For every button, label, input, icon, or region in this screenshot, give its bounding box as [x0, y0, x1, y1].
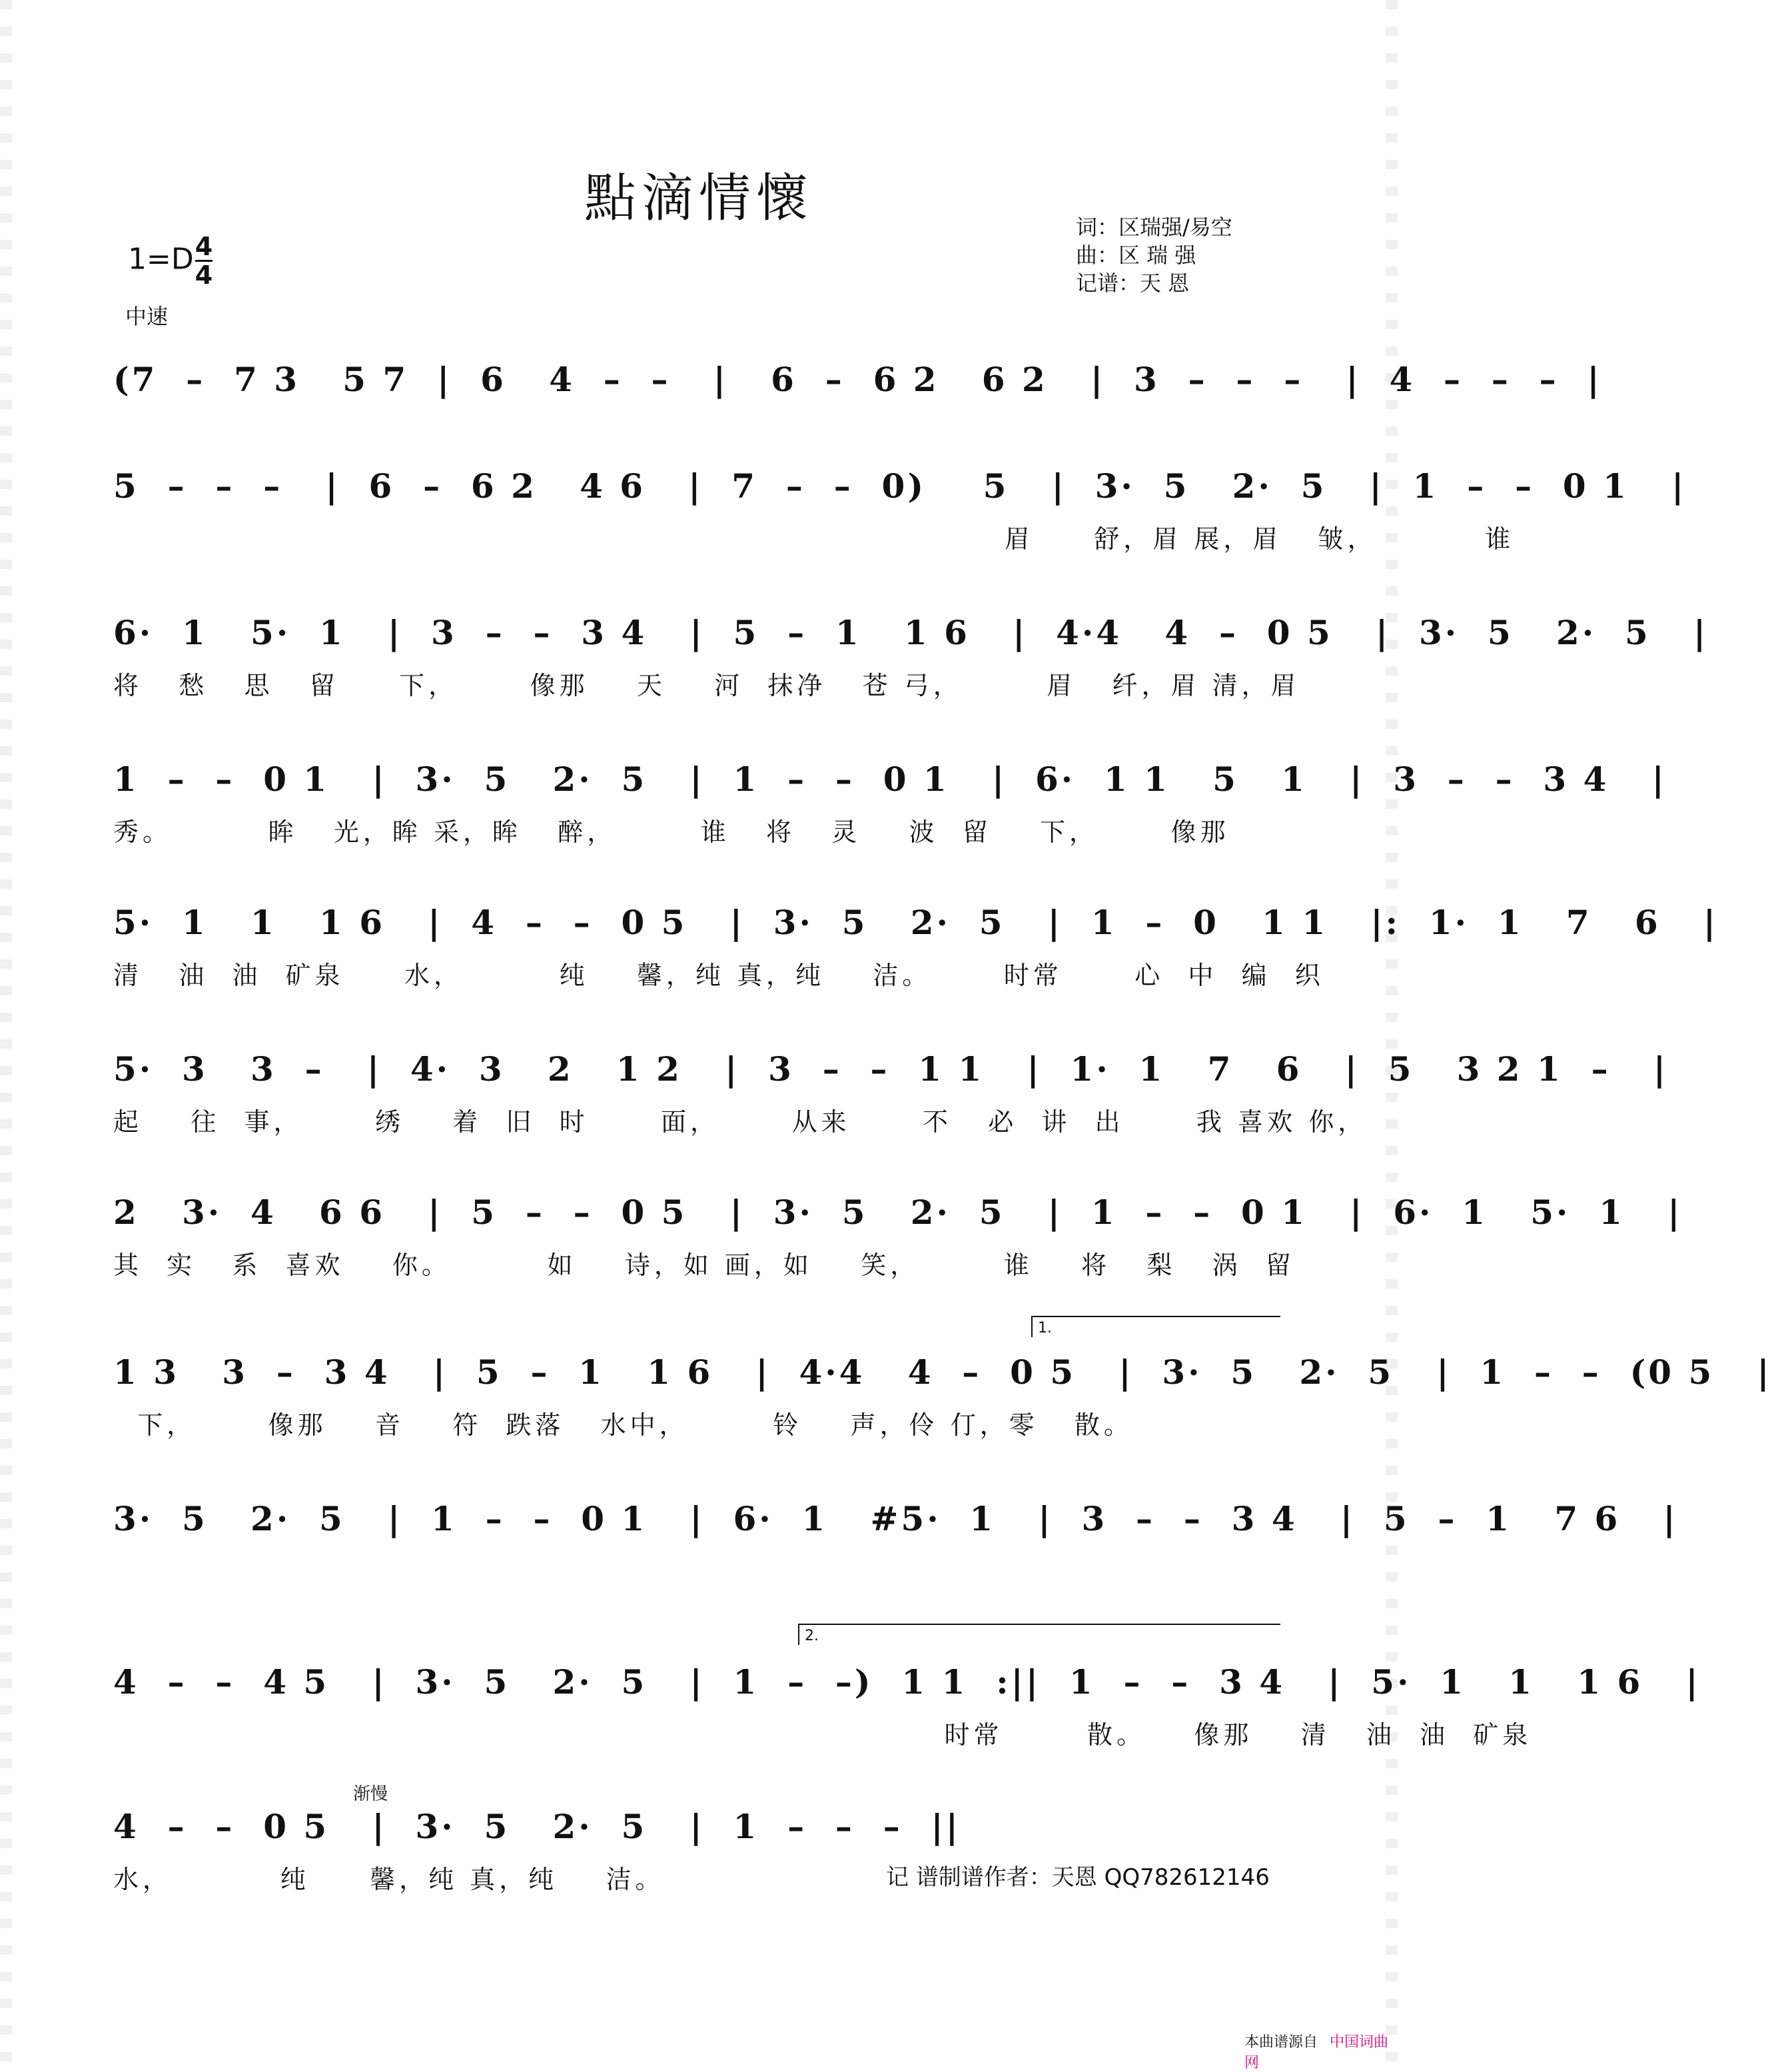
lyrics: 眉 舒，眉 展，眉 皱， 谁	[113, 524, 1515, 554]
left-watermark-strip	[0, 0, 12, 2062]
notation: 6· 1 5· 1 | 3 – – 3 4 | 5 – 1 1 6 | 4·4 4 – 0 5 | 3· 5 2· 5 |	[113, 613, 1709, 652]
volta-bracket	[1031, 1316, 1280, 1337]
key-signature	[128, 233, 213, 288]
notation: 5· 3 3 – | 4· 3 2 1 2 | 3 – – 1 1 | 1· 1 7 6 | 5 3 2 1 – |	[113, 1049, 1669, 1089]
volta-number: 1.	[1038, 1320, 1052, 1336]
notation: 3· 5 2· 5 | 1 – – 0 1 | 6· 1 #5· 1 | 3 – – 3 4 | 5 – 1 7 6 |	[113, 1499, 1678, 1538]
lyrics: 将 愁 思 留 下， 像那 天 河 抹净 苍 弓， 眉 纤，眉 清，眉	[113, 671, 1300, 700]
notation: 1 – – 0 1 | 3· 5 2· 5 | 1 – – 0 1 | 6· 1 1 5 1 | 3 – – 3 4 |	[113, 760, 1667, 799]
key-label: 1=D	[128, 242, 194, 276]
notation: 5· 1 1 1 6 | 4 – – 0 5 | 3· 5 2· 5 | 1 – 0 1 1 |: 1· 1 7 6 |	[113, 903, 1719, 942]
volta-number: 2.	[805, 1628, 819, 1644]
notation: 2 3· 4 6 6 | 5 – – 0 5 | 3· 5 2· 5 | 1 – – 0 1 | 6· 1 5· 1 |	[113, 1193, 1683, 1232]
notation: 4 – – 4 5 | 3· 5 2· 5 | 1 – –) 1 1 :|| 1 – – 3 4 | 5· 1 1 1 6 |	[113, 1662, 1701, 1702]
lyrics: 时常 散。 像那 清 油 油 矿泉	[113, 1720, 1532, 1750]
composer: 曲：区 瑞 强	[1076, 243, 1196, 268]
credits	[1076, 213, 1232, 297]
notation: 4 – – 0 5 | 3· 5 2· 5 | 1 – – – ||	[113, 1807, 961, 1846]
lyrics: 起 往 事， 绣 着 旧 时 面， 从来 不 必 讲 出 我 喜欢 你，	[113, 1107, 1368, 1137]
ritardando-mark: 渐慢	[353, 1784, 388, 1804]
source-attribution	[1244, 2031, 1398, 2072]
time-denominator: 4	[195, 260, 213, 290]
transcriber: 记谱：天 恩	[1076, 270, 1190, 296]
time-signature	[195, 233, 213, 288]
notation: 5 – – – | 6 – 6 2 4 6 | 7 – – 0) 5 | 3· 5 2· 5 | 1 – – 0 1 |	[113, 466, 1687, 506]
source-brand-link[interactable]: 中国词曲网	[1244, 2034, 1389, 2071]
lyrics: 秀。 眸 光，眸 采，眸 醉， 谁 将 灵 波 留 下， 像那	[113, 817, 1230, 847]
tempo-marking: 中速	[125, 304, 169, 329]
notation: 1 3 3 – 3 4 | 5 – 1 1 6 | 4·4 4 – 0 5 | 3· 5 2· 5 | 1 – – (0 5 |	[113, 1352, 1772, 1392]
source-text: 本曲谱源自	[1244, 2034, 1318, 2051]
volta-bracket	[798, 1624, 1280, 1645]
lyrics: 下， 像那 音 符 跌落 水中， 铃 声，伶 仃，零 散。	[113, 1410, 1133, 1440]
lyrics: 其 实 系 喜欢 你。 如 诗，如 画，如 笑， 谁 将 梨 涡 留	[113, 1251, 1295, 1280]
lyricist: 词：区瑞强/易空	[1076, 215, 1232, 240]
right-watermark-strip	[1386, 0, 1398, 2062]
lyrics: 清 油 油 矿泉 水， 纯 馨，纯 真，纯 洁。 时常 心 中 编 织	[113, 961, 1324, 990]
notation: (7 – 7 3 5 7 | 6 4 – – | 6 – 6 2 6 2 | 3 – – – | 4 – – – |	[113, 360, 1602, 399]
time-numerator: 4	[195, 232, 213, 261]
transcriber-footer: 记 谱制谱作者：天恩 QQ782612146	[886, 1864, 1270, 1891]
song-title: 點滴情懷	[584, 169, 813, 229]
lyrics: 水， 纯 馨，纯 真，纯 洁。	[113, 1865, 665, 1894]
